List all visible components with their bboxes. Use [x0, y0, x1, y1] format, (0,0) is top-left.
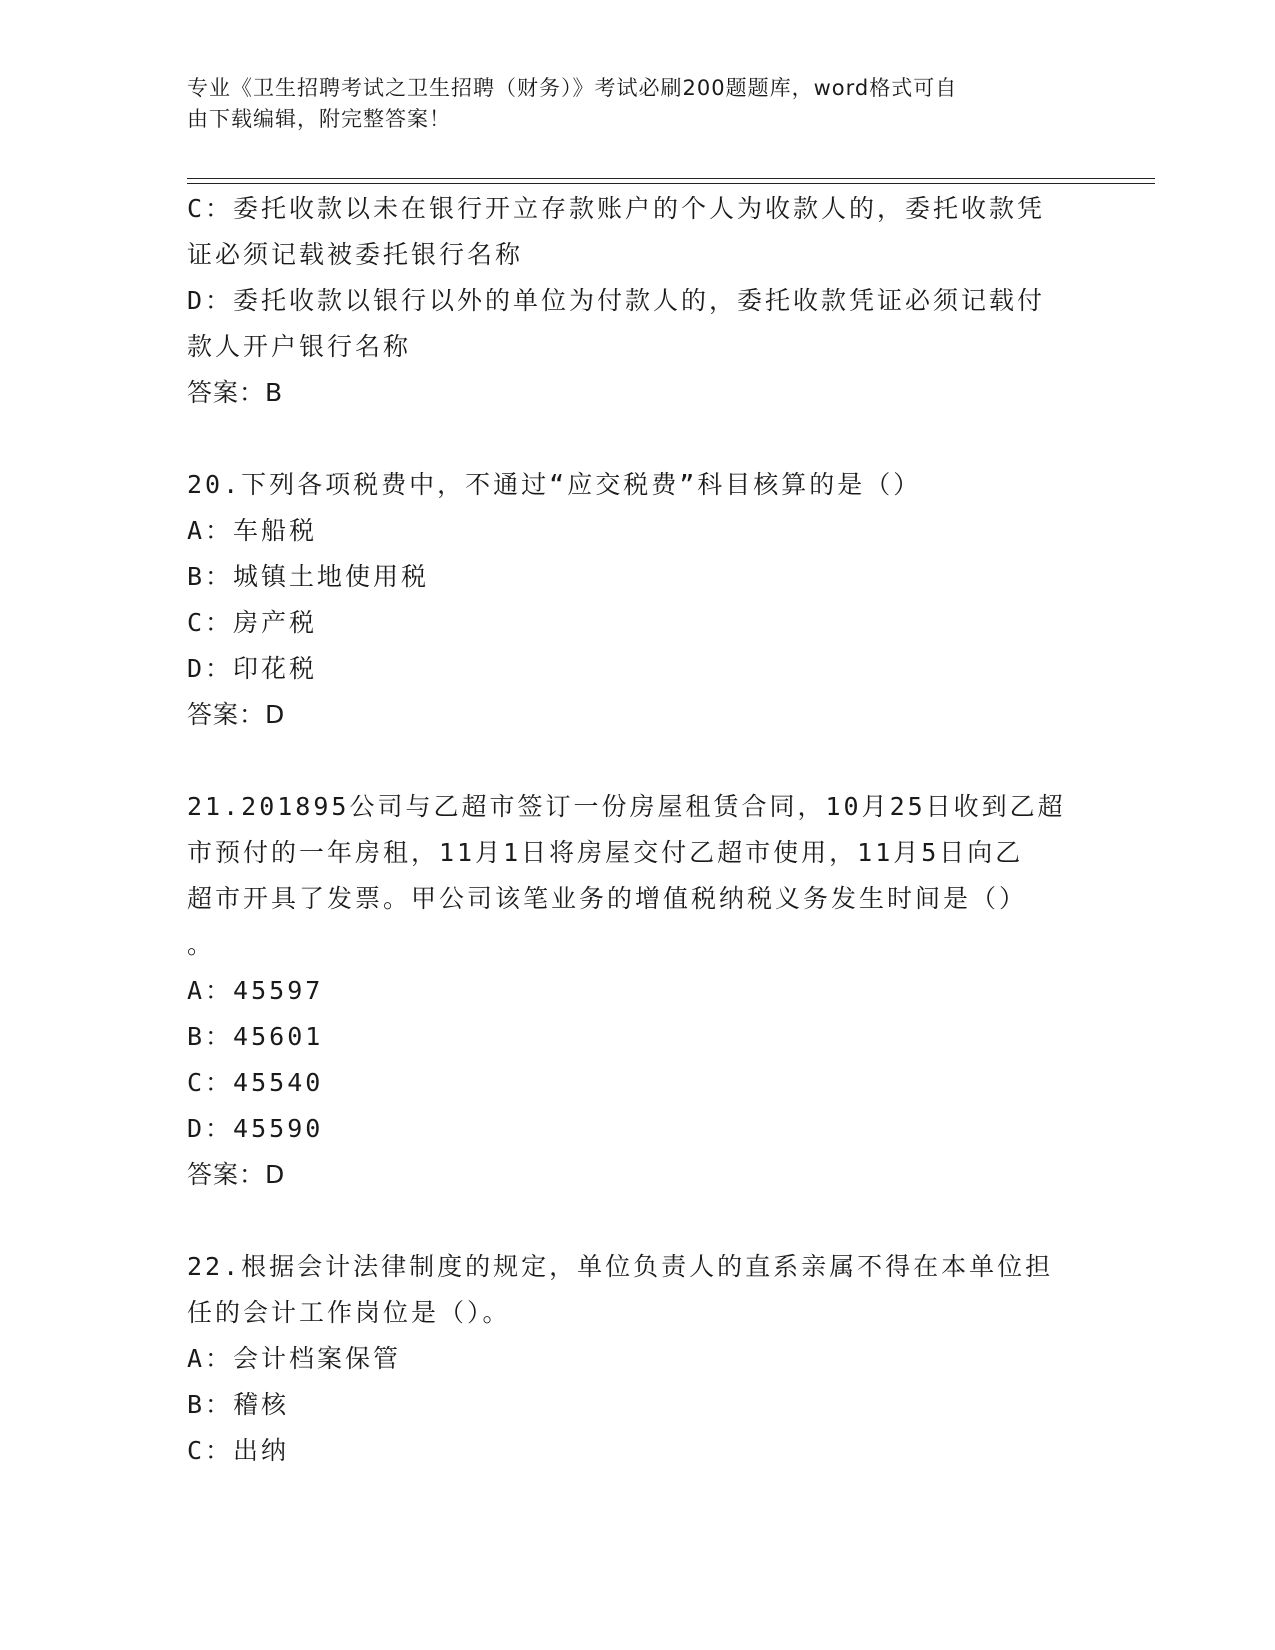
- option-a: A：会计档案保管: [187, 1344, 402, 1373]
- option-c: C：委托收款以未在银行开立存款账户的个人为收款人的，委托收款凭: [187, 194, 1046, 223]
- option-d: D：45590: [187, 1114, 324, 1143]
- question-stem-continued: 。: [187, 930, 216, 959]
- document-header: [187, 73, 1067, 135]
- option-c-continued: 证必须记载被委托银行名称: [187, 240, 524, 269]
- option-d-continued: 款人开户银行名称: [187, 332, 412, 361]
- option-c: C：45540: [187, 1068, 324, 1097]
- spacer: [187, 1198, 1082, 1244]
- question-content: [187, 186, 1082, 1474]
- option-c: C：出纳: [187, 1436, 290, 1465]
- header-divider-bottom: [187, 183, 1155, 184]
- question-stem-continued: 超市开具了发票。甲公司该笔业务的增值税纳税义务发生时间是（）: [187, 884, 1028, 913]
- option-d: D：印花税: [187, 654, 318, 683]
- question-21: [187, 784, 1082, 1198]
- question-stem: 22.根据会计法律制度的规定，单位负责人的直系亲属不得在本单位担: [187, 1252, 1054, 1281]
- option-b: B：45601: [187, 1022, 324, 1051]
- answer: 答案：B: [187, 378, 284, 407]
- answer: 答案：D: [187, 1160, 286, 1189]
- question-stem-continued: 任的会计工作岗位是（）。: [187, 1298, 511, 1327]
- option-a: A：车船税: [187, 516, 318, 545]
- question-22: [187, 1244, 1082, 1474]
- option-d: D：委托收款以银行以外的单位为付款人的，委托收款凭证必须记载付: [187, 286, 1046, 315]
- option-b: B：城镇土地使用税: [187, 562, 430, 591]
- option-c: C：房产税: [187, 608, 318, 637]
- header-divider-top: [187, 178, 1155, 179]
- spacer: [187, 416, 1082, 462]
- question-19-continued: [187, 186, 1082, 416]
- header-line-2: 由下载编辑，附完整答案！: [187, 107, 451, 131]
- header-line-1: 专业《卫生招聘考试之卫生招聘（财务）》考试必刷200题题库，word格式可自: [187, 76, 958, 100]
- question-stem: 20.下列各项税费中，不通过“应交税费”科目核算的是（）: [187, 470, 922, 499]
- question-stem-continued: 市预付的一年房租，11月1日将房屋交付乙超市使用，11月5日向乙: [187, 838, 1024, 867]
- question-20: [187, 462, 1082, 738]
- spacer: [187, 738, 1082, 784]
- question-stem: 21.201895公司与乙超市签订一份房屋租赁合同，10月25日收到乙超: [187, 792, 1066, 821]
- option-a: A：45597: [187, 976, 324, 1005]
- answer: 答案：D: [187, 700, 286, 729]
- option-b: B：稽核: [187, 1390, 290, 1419]
